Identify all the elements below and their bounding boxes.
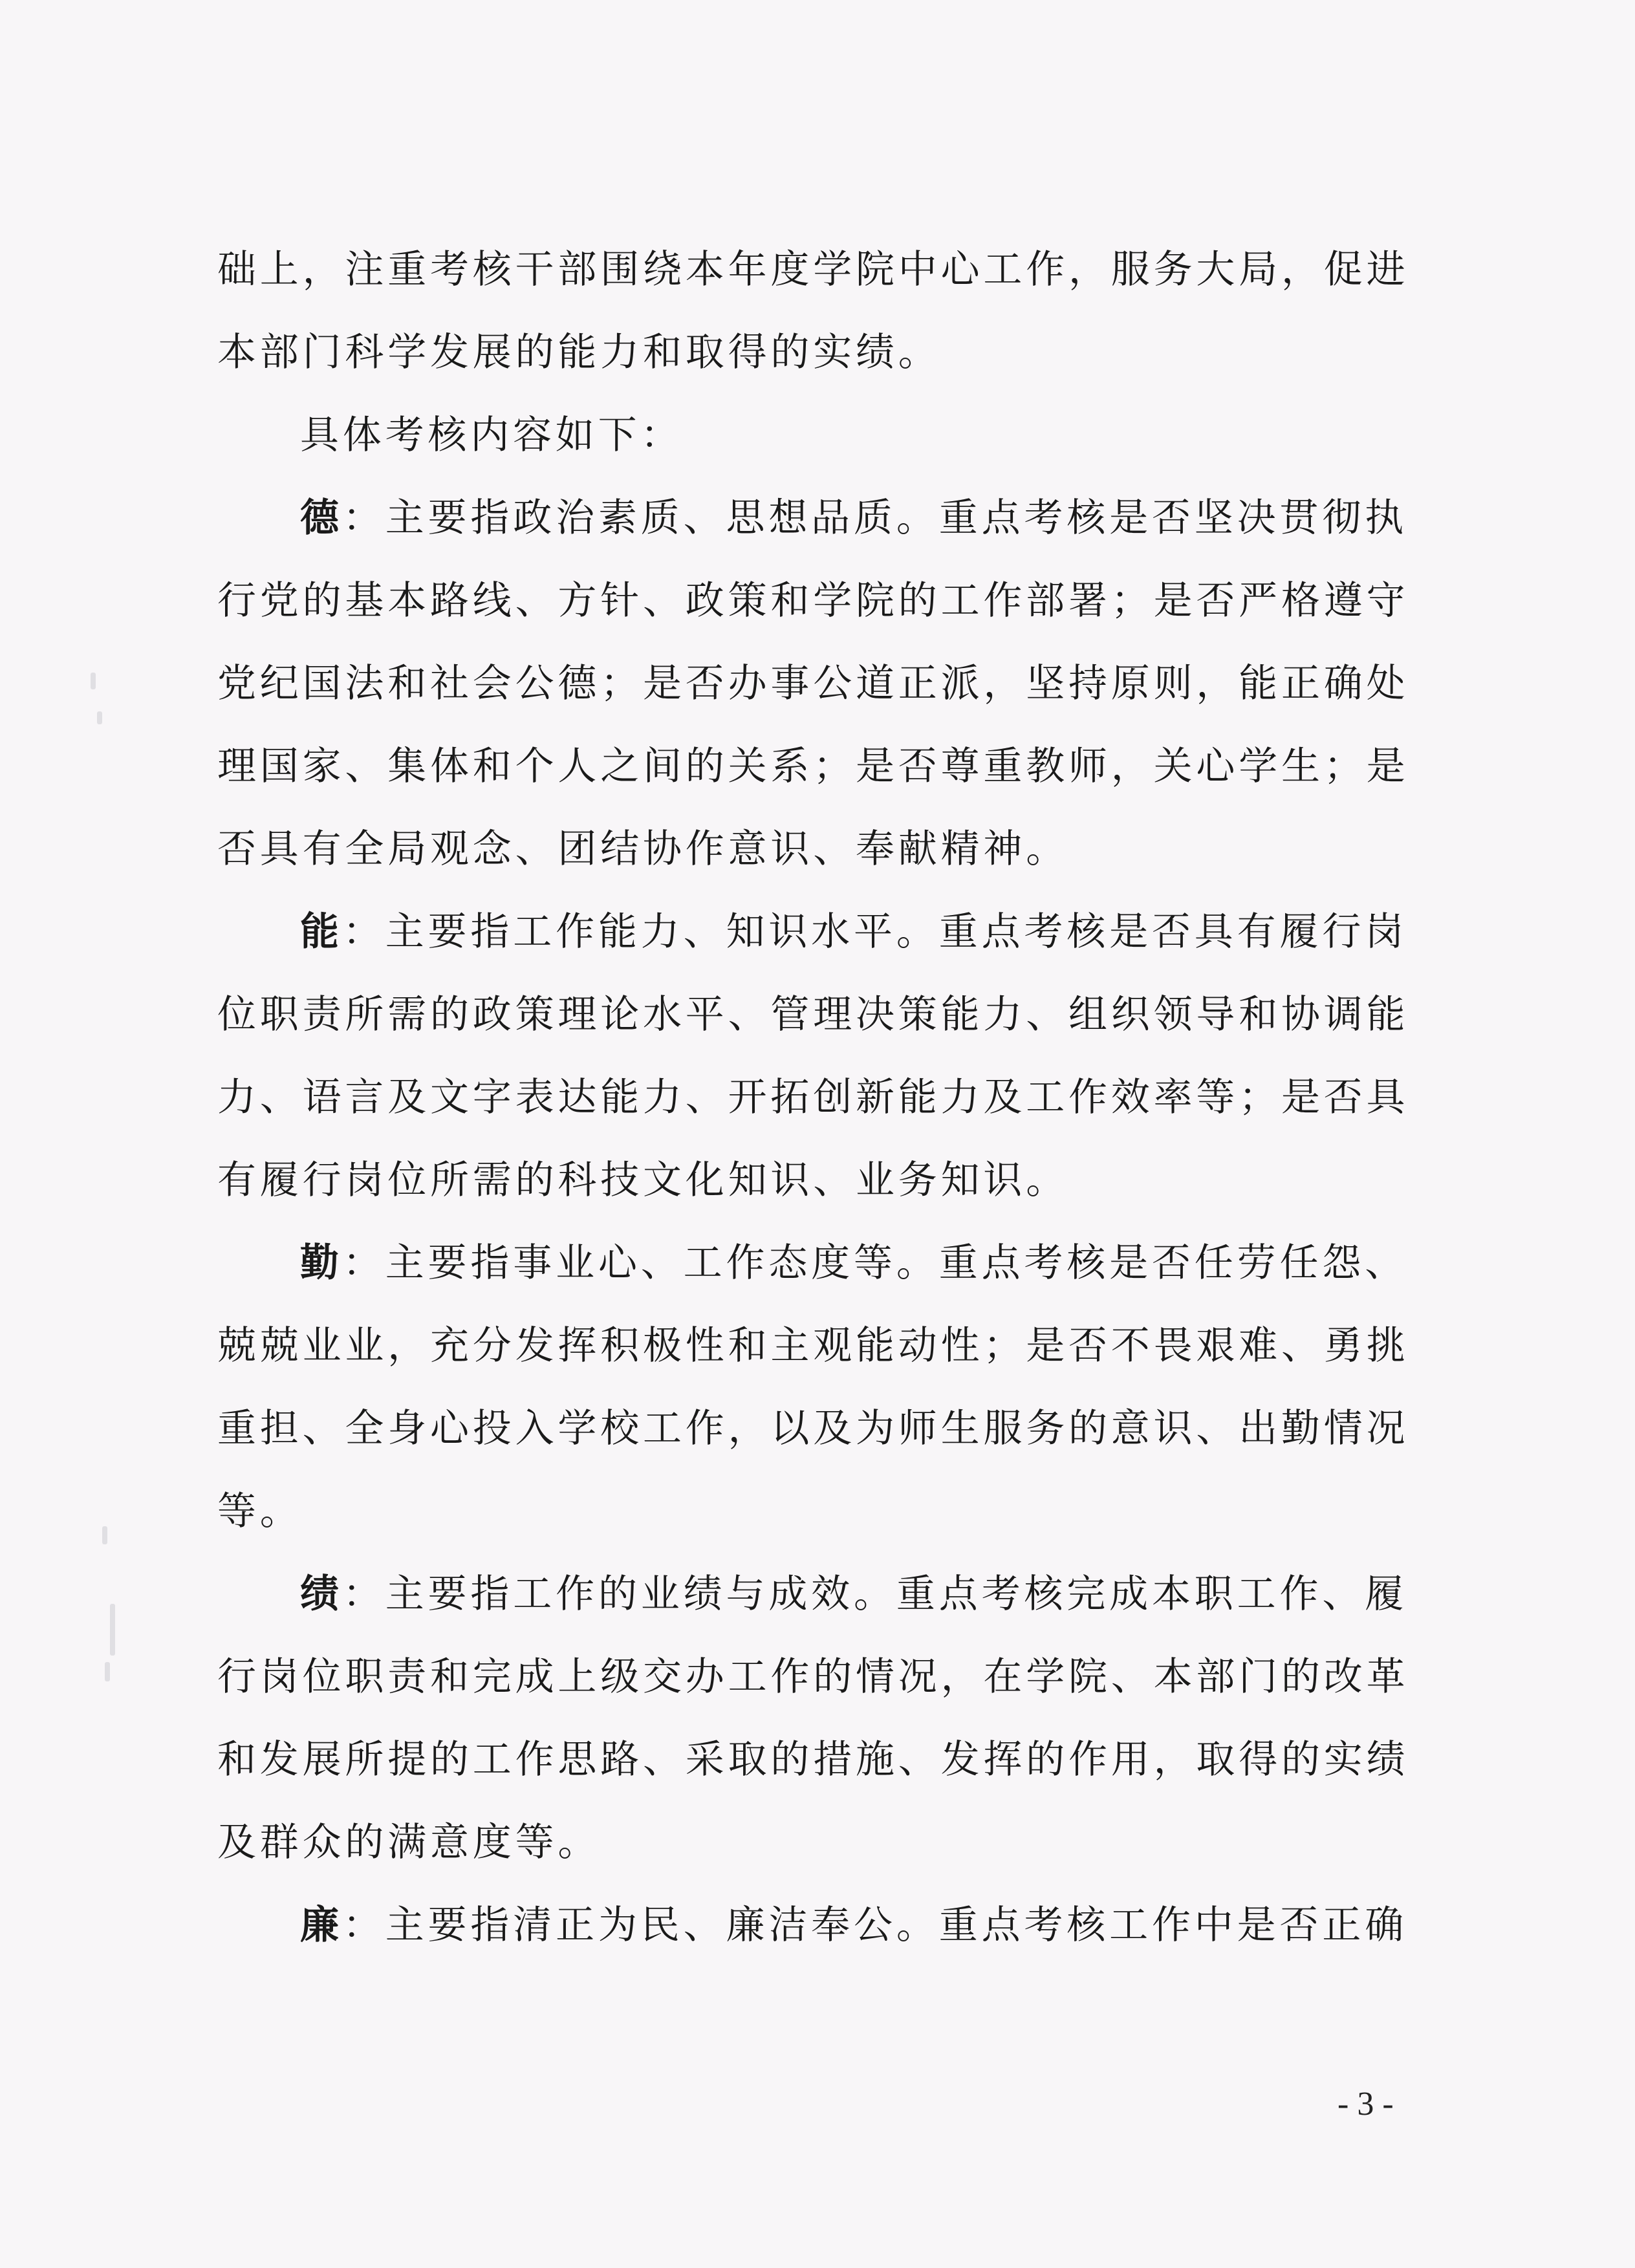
binding-mark [110,1604,115,1656]
body-text: ：主要指工作能力、知识水平。重点考核是否具有履行岗 [342,909,1407,955]
paragraph-neng-first-line [300,906,1407,958]
body-text-line: 和发展所提的工作思路、采取的措施、发挥的作用，取得的实绩 [217,1737,1409,1782]
body-text-line: 有履行岗位所需的科技文化知识、业务知识。 [217,1158,1068,1203]
body-text-line: 兢兢业业，充分发挥积极性和主观能动性；是否不畏艰难、勇挑 [217,1323,1409,1368]
body-text: ：主要指清正为民、廉洁奉公。重点考核工作中是否正确 [342,1903,1407,1948]
body-text-line: 否具有全局观念、团结协作意识、奉献精神。 [217,826,1068,872]
body-text-line: 行岗位职责和完成上级交办工作的情况，在学院、本部门的改革 [217,1654,1409,1700]
lead-term-qin: 勤 [300,1240,343,1286]
body-text-line: 位职责所需的政策理论水平、管理决策能力、组织领导和协调能 [217,992,1409,1037]
body-text-line: 础上，注重考核干部围绕本年度学院中心工作，服务大局，促进 [217,247,1409,292]
body-text-line: 党纪国法和社会公德；是否办事公道正派，坚持原则，能正确处 [217,661,1409,706]
binding-mark [91,673,96,689]
body-text-line: 力、语言及文字表达能力、开拓创新能力及工作效率等；是否具 [217,1075,1409,1120]
binding-mark [97,711,102,724]
body-text-line: 等。 [217,1489,303,1534]
body-text-line: 行党的基本路线、方针、政策和学院的工作部署；是否严格遵守 [217,578,1409,623]
paragraph-lian-first-line [300,1899,1407,1951]
lead-term-neng: 能 [300,909,343,955]
body-text-line: 理国家、集体和个人之间的关系；是否尊重教师，关心学生；是 [217,744,1409,789]
body-text: ：主要指工作的业绩与成效。重点考核完成本职工作、履 [342,1571,1407,1617]
paragraph-de-first-line [300,492,1407,544]
body-text: ：主要指政治素质、思想品质。重点考核是否坚决贯彻执 [342,495,1407,541]
body-text-line: 及群众的满意度等。 [217,1820,601,1865]
paragraph-qin-first-line [300,1237,1407,1289]
page-number: - 3 - [1337,2086,1394,2122]
lead-term-de: 德 [300,495,343,541]
lead-term-ji: 绩 [300,1571,343,1617]
paragraph-ji-first-line [300,1568,1407,1620]
binding-mark [105,1662,110,1681]
body-text-line: 本部门科学发展的能力和取得的实绩。 [217,330,941,375]
body-text: ：主要指事业心、工作态度等。重点考核是否任劳任怨、 [342,1240,1407,1286]
section-intro: 具体考核内容如下： [300,413,684,458]
binding-mark [102,1526,107,1544]
body-text-line: 重担、全身心投入学校工作，以及为师生服务的意识、出勤情况 [217,1406,1409,1451]
lead-term-lian: 廉 [300,1903,343,1948]
